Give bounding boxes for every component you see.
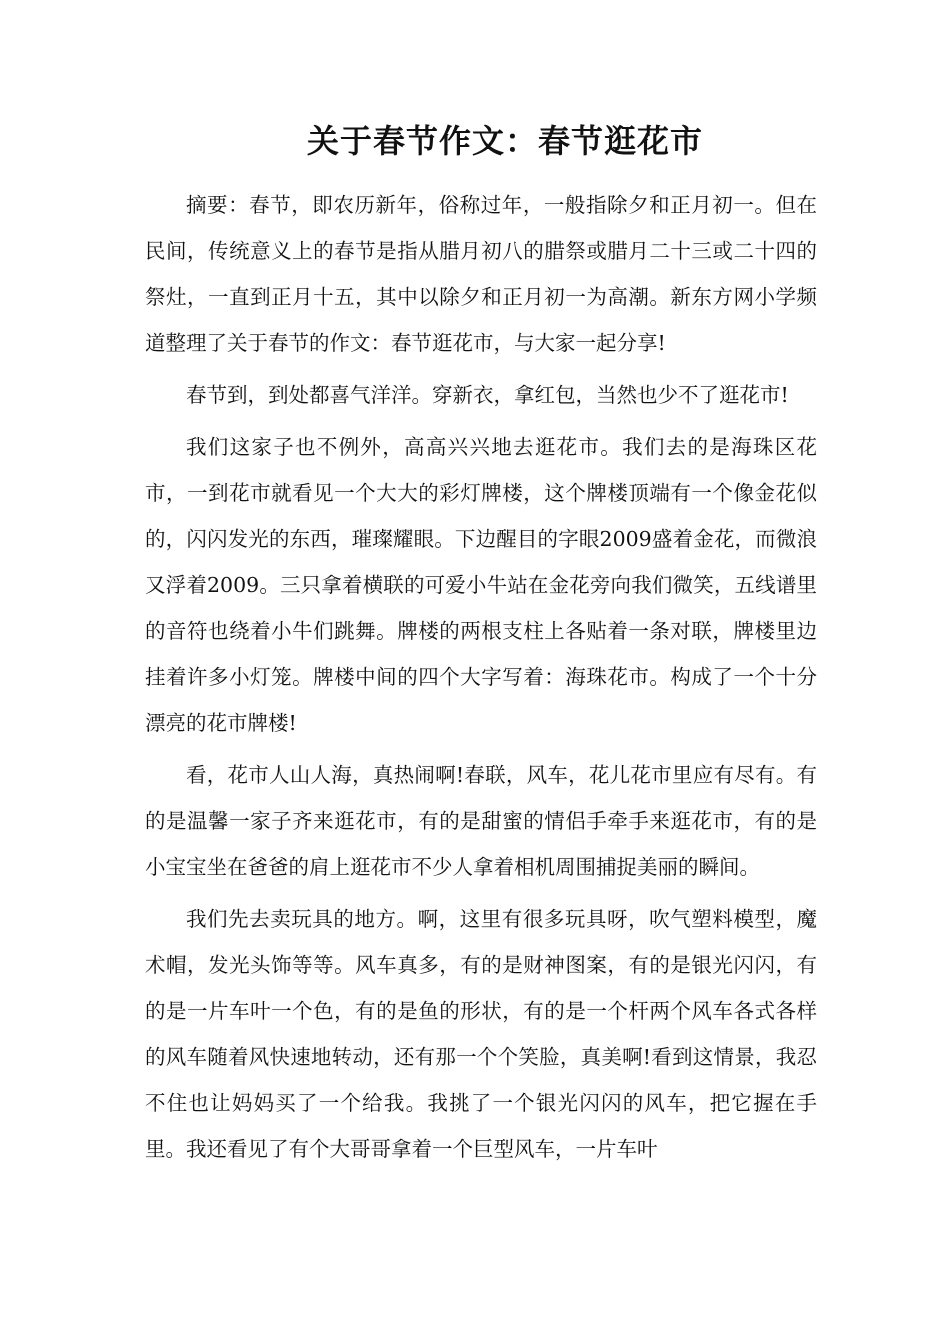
paragraph: 我们这家子也不例外，高高兴兴地去逛花市。我们去的是海珠区花市，一到花市就看见一个大大的彩灯牌楼，这个牌楼顶端有一个像金花似的，闪闪发光的东西，璀璨耀眼。下边醒目的字眼2009盛着金花，而微浪又浮着2009。三只拿着横联的可爱小牛站在金花旁向我们微笑，五线谱里的音符也绕着小牛们跳舞。牌楼的两根支柱上各贴着一条对联，牌楼里边挂着许多小灯笼。牌楼中间的四个大字写着：海珠花市。构成了一个十分漂亮的花市牌楼! bbox=[145, 435, 817, 735]
document-body bbox=[145, 182, 817, 1172]
paragraph: 春节到，到处都喜气洋洋。穿新衣，拿红包，当然也少不了逛花市! bbox=[186, 383, 789, 407]
document-title: 关于春节作文：春节逛花市 bbox=[306, 122, 703, 160]
paragraph-abstract: 摘要：春节，即农历新年，俗称过年，一般指除夕和正月初一。但在民间，传统意义上的春节是指从腊月初八的腊祭或腊月二十三或二十四的祭灶，一直到正月十五，其中以除夕和正月初一为高潮。新东方网小学频道整理了关于春节的作文：春节逛花市，与大家一起分享! bbox=[145, 193, 817, 355]
paragraph: 我们先去卖玩具的地方。啊，这里有很多玩具呀，吹气塑料模型，魔术帽，发光头饰等等。风车真多，有的是财神图案，有的是银光闪闪，有的是一片车叶一个色，有的是鱼的形状，有的是一个杆两个风车各式各样的风车随着风快速地转动，还有那一个个笑脸，真美啊!看到这情景，我忍不住也让妈妈买了一个给我。我挑了一个银光闪闪的风车，把它握在手里。我还看见了有个大哥哥拿着一个巨型风车，一片车叶 bbox=[145, 907, 817, 1161]
paragraph: 看，花市人山人海，真热闹啊!春联，风车，花儿花市里应有尽有。有的是温馨一家子齐来逛花市，有的是甜蜜的情侣手牵手来逛花市，有的是小宝宝坐在爸爸的肩上逛花市不少人拿着相机周围捕捉美丽的瞬间。 bbox=[145, 763, 817, 879]
